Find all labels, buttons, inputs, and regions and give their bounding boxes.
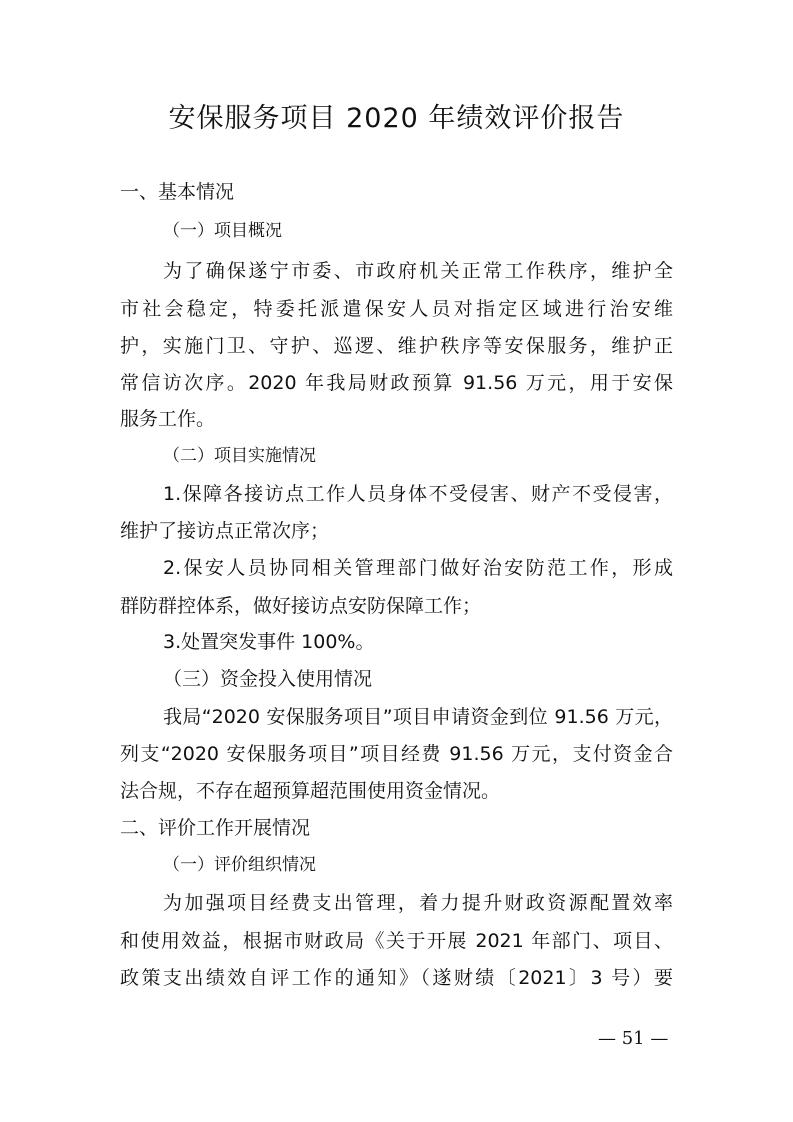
document-title: 安保服务项目 2020 年绩效评价报告 <box>168 103 625 134</box>
subsection-heading-funding: （三）资金投入使用情况 <box>163 668 373 690</box>
paragraph-line: 市社会稳定，特委托派遣保安人员对指定区域进行治安维 <box>120 298 673 320</box>
list-item-continuation: 群防群控体系，做好接访点安防保障工作； <box>120 595 482 617</box>
list-item: 2.保安人员协同相关管理部门做好治安防范工作，形成 <box>163 557 673 579</box>
list-item: 3.处置突发事件 100%。 <box>163 631 375 653</box>
section-heading-evaluation: 二、评价工作开展情况 <box>120 817 311 839</box>
subsection-heading-overview: （一）项目概况 <box>163 221 282 241</box>
subsection-heading-organization: （一）评价组织情况 <box>163 855 316 875</box>
paragraph-line: 为加强项目经费支出管理，着力提升财政资源配置效率 <box>163 892 673 914</box>
paragraph-line: 政策支出绩效自评工作的通知》（遂财绩〔2021〕3 号）要 <box>120 967 673 989</box>
subsection-heading-implementation: （二）项目实施情况 <box>163 446 316 466</box>
section-heading-basic: 一、基本情况 <box>120 181 235 203</box>
paragraph-line: 我局“2020 安保服务项目”项目申请资金到位 91.56 万元， <box>163 706 673 728</box>
page-number: — 51 — <box>598 1028 669 1049</box>
paragraph-line: 列支“2020 安保服务项目”项目经费 91.56 万元，支付资金合 <box>120 743 673 765</box>
paragraph-line: 为了确保遂宁市委、市政府机关正常工作秩序，维护全 <box>163 260 673 282</box>
list-item-continuation: 维护了接访点正常次序； <box>120 520 330 542</box>
paragraph-line: 常信访次序。2020 年我局财政预算 91.56 万元，用于安保 <box>120 372 673 394</box>
paragraph-line: 护，实施门卫、守护、巡逻、维护秩序等安保服务，维护正 <box>120 335 673 357</box>
paragraph-line: 法合规，不存在超预算超范围使用资金情况。 <box>120 780 501 802</box>
paragraph-line: 和使用效益，根据市财政局《关于开展 2021 年部门、项目、 <box>120 930 673 952</box>
paragraph-line: 服务工作。 <box>120 408 216 430</box>
list-item: 1.保障各接访点工作人员身体不受侵害、财产不受侵害， <box>163 483 673 505</box>
